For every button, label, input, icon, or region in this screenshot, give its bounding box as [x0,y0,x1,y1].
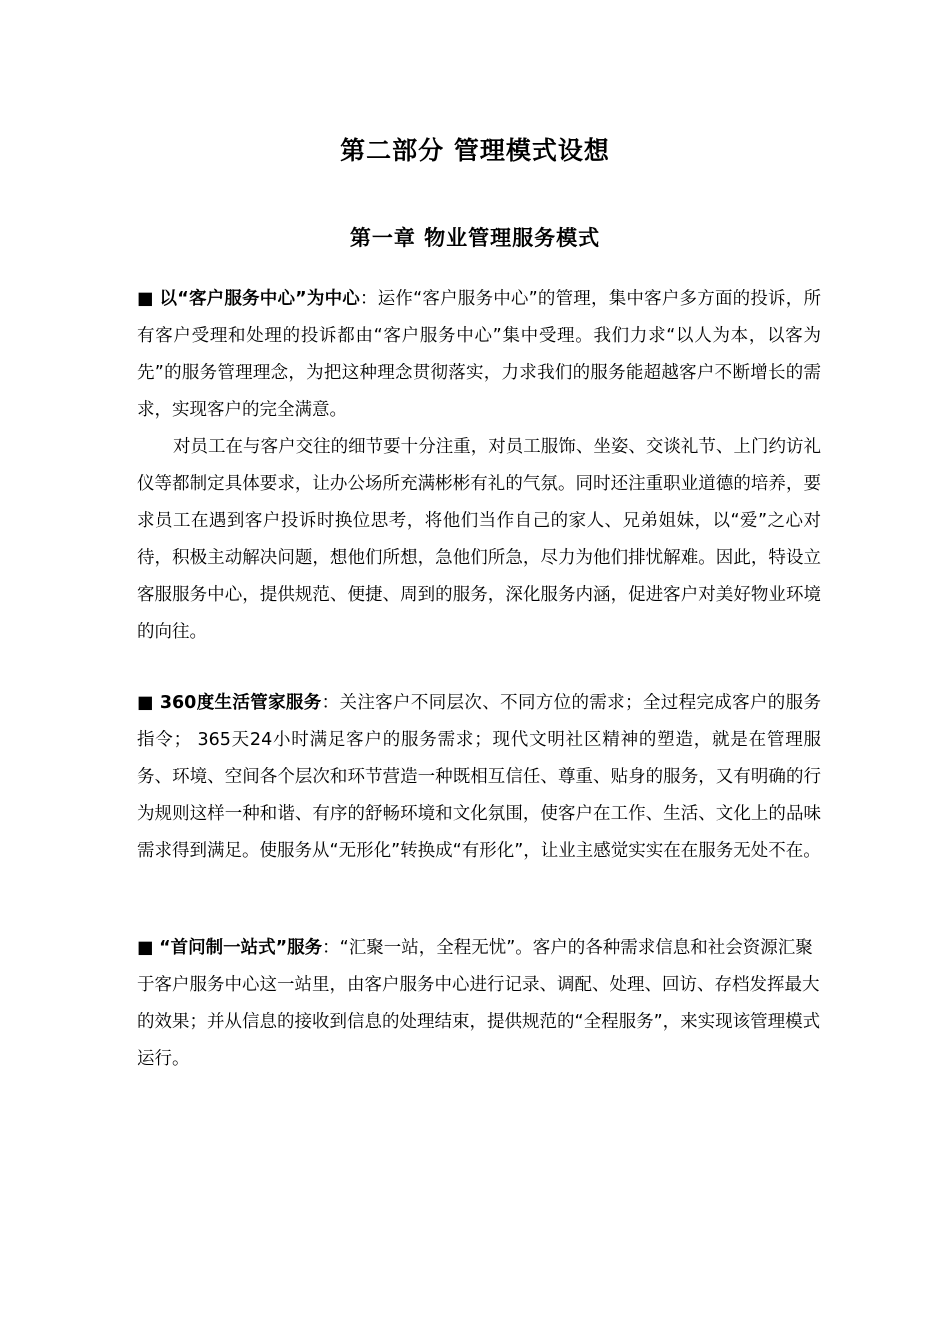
section-paragraph [137,685,821,870]
section-360-butler-service [137,685,821,870]
bullet-square-icon: ■ [137,289,154,309]
section-body: ：关注客户不同层次、不同方位的需求；全过程完成客户的服务指令； 365天24小时满足客户的服务需求；现代文明社区精神的塑造，就是在管理服务、环境、空间各个层次和环节营造一种既相互信任、尊重、贴身的服务，又有明确的行为规则这样一种和谐、有序的舒畅环境和文化氛围，使客户在工作、生活、文化上的品味需求得到满足。使服务从“无形化”转换成“有形化”，让业主感觉实实在在服务无处不在。 [137,693,821,861]
section-customer-service-center [137,281,821,651]
chapter-title: 第一章 物业管理服务模式 [349,226,601,250]
section-paragraph [137,281,821,429]
section-lead: “首问制一站式”服务 [159,938,323,958]
section-paragraph-2: 对员工在与客户交往的细节要十分注重，对员工服饰、坐姿、交谈礼节、上门约访礼仪等都制定具体要求，让办公场所充满彬彬有礼的气氛。同时还注重职业道德的培养，要求员工在遇到客户投诉时换位思考，将他们当作自己的家人、兄弟姐妹，以“爱”之心对待，积极主动解决问题，想他们所想，急他们所急，尽力为他们排忧解难。因此，特设立客服服务中心，提供规范、便捷、周到的服务，深化服务内涵，促进客户对美好物业环境的向往。 [137,437,821,642]
section-lead: 以“客户服务中心”为中心 [159,289,360,309]
bullet-square-icon: ■ [137,693,154,713]
section-lead: 360度生活管家服务 [159,693,322,713]
section-one-stop-service [137,930,821,1078]
part-title: 第二部分 管理模式设想 [340,136,610,165]
section-body: ：“汇聚一站，全程无忧”。客户的各种需求信息和社会资源汇聚于客户服务中心这一站里，由客户服务中心进行记录、调配、处理、回访、存档发挥最大的效果；并从信息的接收到信息的处理结束，提供规范的“全程服务”，来实现该管理模式运行。 [137,938,821,1069]
bullet-square-icon: ■ [137,938,154,958]
section-paragraph [137,930,821,1078]
section-body: ：运作“客户服务中心”的管理，集中客户多方面的投诉，所有客户受理和处理的投诉都由“客户服务中心”集中受理。我们力求“以人为本，以客为先”的服务管理理念，为把这种理念贯彻落实，力求我们的服务能超越客户不断增长的需求，实现客户的完全满意。 [137,289,821,420]
